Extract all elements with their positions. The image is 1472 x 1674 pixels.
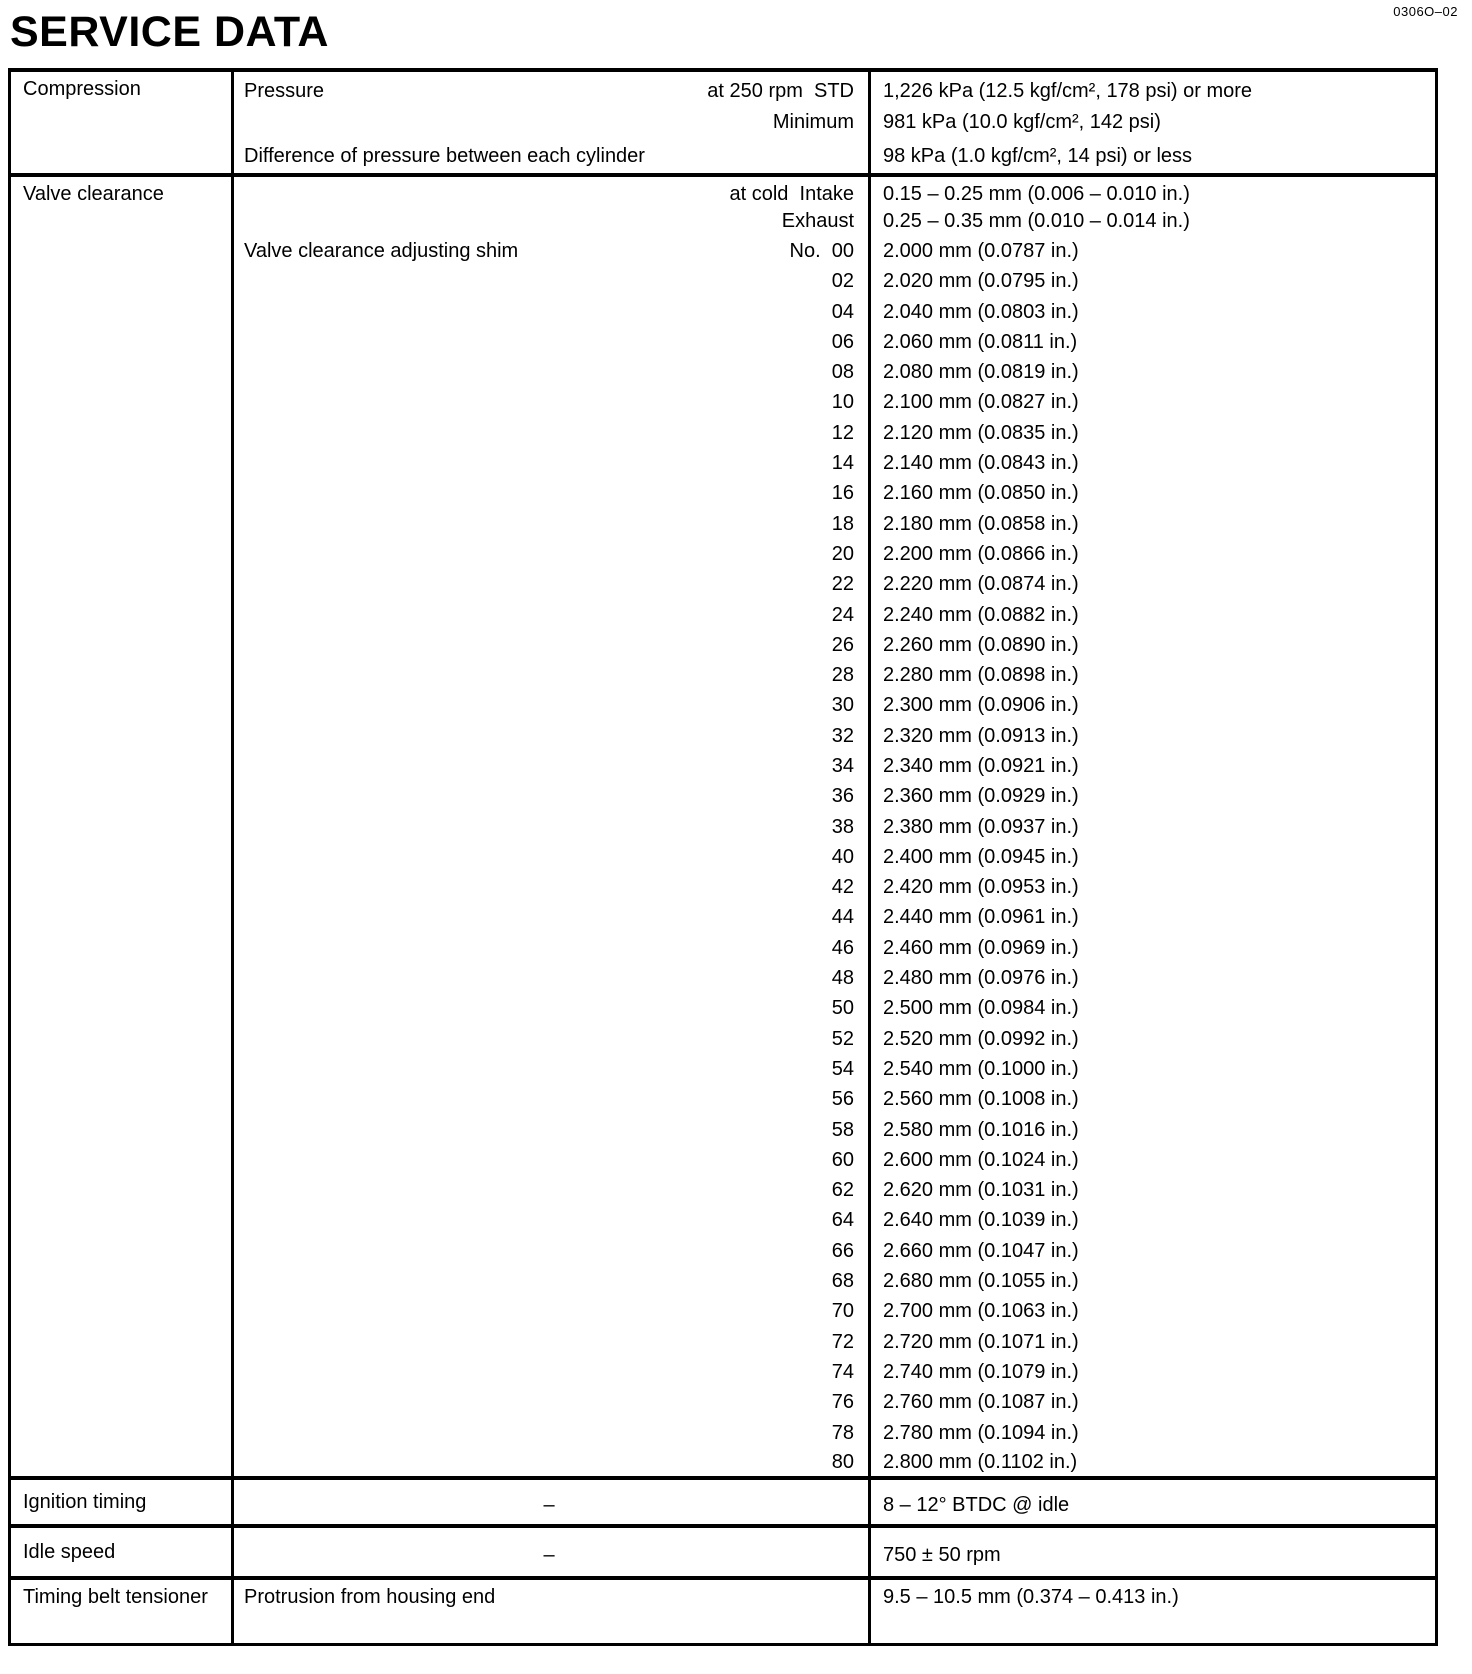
spec-value: 0.15 – 0.25 mm (0.006 – 0.010 in.) [883,183,1190,205]
spec-desc [244,755,854,778]
spec-value: 2.320 mm (0.0913 in.) [883,724,1079,747]
spec-desc-right: at 250 rpm STD [707,80,854,102]
spec-desc-right: No. 00 [789,239,854,262]
spec-value-cell [870,140,1437,175]
spec-desc-cell [233,933,870,963]
spec-desc-cell [233,721,870,751]
spec-value: 2.120 mm (0.0835 in.) [883,421,1079,444]
spec-desc-cell [233,660,870,690]
table-row [10,1526,1437,1578]
section-label-ignition-timing: Ignition timing [10,1478,233,1526]
spec-value: 2.640 mm (0.1039 in.) [883,1209,1079,1232]
table-row [10,175,1437,206]
spec-desc-dash: – [543,1543,555,1566]
spec-desc-cell [233,175,870,206]
spec-value-cell [870,963,1437,993]
spec-desc-right: 24 [831,603,854,626]
spec-desc-cell [233,206,870,236]
spec-desc-right: 06 [831,330,854,353]
spec-value: 2.780 mm (0.1094 in.) [883,1421,1079,1444]
spec-value-cell [870,1297,1437,1327]
spec-value: 2.680 mm (0.1055 in.) [883,1270,1079,1293]
spec-desc [244,331,854,354]
spec-desc-cell [233,140,870,175]
spec-desc [244,997,854,1020]
spec-desc [244,846,854,869]
spec-value-cell [870,1357,1437,1387]
spec-desc [244,1270,854,1293]
spec-desc-right: 40 [831,845,854,868]
spec-value: 9.5 – 10.5 mm (0.374 – 0.413 in.) [883,1586,1179,1609]
spec-value: 2.440 mm (0.0961 in.) [883,906,1079,929]
spec-desc [244,694,854,717]
spec-desc-right: 12 [831,421,854,444]
spec-desc [244,1179,854,1202]
spec-desc-cell [233,1115,870,1145]
spec-desc [244,906,854,929]
spec-desc-cell [233,509,870,539]
spec-desc [244,391,854,414]
spec-desc-right: 02 [831,270,854,293]
spec-value: 2.720 mm (0.1071 in.) [883,1330,1079,1353]
spec-value-cell [870,1578,1437,1644]
spec-desc [244,967,854,990]
spec-value: 2.460 mm (0.0969 in.) [883,936,1079,959]
spec-value: 2.040 mm (0.0803 in.) [883,300,1079,323]
spec-value-cell [870,1115,1437,1145]
spec-value-cell [870,691,1437,721]
spec-desc-cell [233,539,870,569]
spec-value-cell [870,479,1437,509]
spec-desc [244,1451,854,1474]
spec-desc [244,573,854,596]
spec-desc [244,240,854,263]
spec-value: 2.600 mm (0.1024 in.) [883,1148,1079,1171]
spec-desc-cell [233,751,870,781]
spec-desc [244,1149,854,1172]
spec-desc [244,1058,854,1081]
spec-desc-cell [233,630,870,660]
spec-value: 981 kPa (10.0 kgf/cm², 142 psi) [883,111,1161,133]
spec-value: 2.580 mm (0.1016 in.) [883,1118,1079,1141]
spec-value: 2.740 mm (0.1079 in.) [883,1360,1079,1383]
spec-value-cell [870,873,1437,903]
spec-desc-right: 16 [831,482,854,505]
spec-desc [244,270,854,293]
spec-desc-cell [233,479,870,509]
spec-desc-right: 28 [831,664,854,687]
section-label-compression: Compression [10,70,233,175]
spec-value-cell [870,630,1437,660]
spec-desc-cell [233,297,870,327]
spec-value: 2.200 mm (0.0866 in.) [883,542,1079,565]
spec-desc-right: 66 [831,1239,854,1262]
spec-desc [244,1422,854,1445]
spec-desc [244,1028,854,1051]
spec-desc [244,1391,854,1414]
spec-desc [244,422,854,445]
table-row [10,1578,1437,1644]
spec-value: 2.540 mm (0.1000 in.) [883,1057,1079,1080]
spec-desc [244,361,854,384]
spec-value-cell [870,812,1437,842]
spec-desc [244,1300,854,1323]
spec-value-cell [870,751,1437,781]
spec-desc-cell [233,1526,870,1578]
spec-desc-cell [233,1054,870,1084]
spec-desc [244,183,854,206]
spec-desc-right: at cold Intake [729,183,854,205]
spec-desc [244,543,854,566]
spec-desc-cell [233,1085,870,1115]
spec-desc-right: 52 [831,1027,854,1050]
spec-desc-right: 68 [831,1270,854,1293]
spec-desc-cell [233,267,870,297]
spec-desc-cell [233,70,870,105]
spec-desc [244,111,854,134]
spec-value-cell [870,1448,1437,1478]
spec-value-cell [870,1085,1437,1115]
spec-desc-cell [233,418,870,448]
spec-value-cell [870,175,1437,206]
spec-value: 2.800 mm (0.1102 in.) [883,1450,1078,1473]
spec-desc [244,513,854,536]
spec-desc [244,664,854,687]
spec-desc-cell [233,1297,870,1327]
spec-value: 2.660 mm (0.1047 in.) [883,1239,1079,1262]
spec-value-cell [870,267,1437,297]
spec-desc-cell [233,782,870,812]
doc-code: 0306O–02 [1393,4,1458,19]
spec-desc-right: 56 [831,1088,854,1111]
spec-value-cell [870,570,1437,600]
spec-desc-cell [233,105,870,140]
spec-desc-right: Minimum [772,111,854,133]
spec-value: 2.480 mm (0.0976 in.) [883,967,1079,990]
spec-desc-cell [233,1206,870,1236]
spec-desc [244,634,854,657]
spec-desc-right: 74 [831,1360,854,1383]
spec-desc [244,1240,854,1263]
spec-desc-right: 54 [831,1057,854,1080]
spec-value-cell [870,236,1437,266]
spec-desc-dash: – [543,1493,555,1516]
spec-value-cell [870,1054,1437,1084]
spec-value-cell [870,1388,1437,1418]
spec-desc-cell [233,1176,870,1206]
spec-desc [244,80,854,103]
spec-desc-cell [233,1145,870,1175]
spec-desc [244,1586,854,1609]
spec-desc-cell [233,1448,870,1478]
spec-value: 2.300 mm (0.0906 in.) [883,694,1079,717]
spec-value: 2.160 mm (0.0850 in.) [883,482,1079,505]
spec-desc-cell [233,903,870,933]
spec-desc-cell [233,873,870,903]
spec-desc-right: 22 [831,573,854,596]
spec-value-cell [870,70,1437,105]
spec-value-cell [870,1145,1437,1175]
spec-desc-right: 38 [831,815,854,838]
spec-value-cell [870,357,1437,387]
spec-value-cell [870,842,1437,872]
spec-desc-cell [233,1478,870,1526]
spec-value: 2.020 mm (0.0795 in.) [883,270,1079,293]
spec-value-cell [870,660,1437,690]
spec-value-cell [870,297,1437,327]
spec-value: 2.220 mm (0.0874 in.) [883,573,1079,596]
spec-value: 2.280 mm (0.0898 in.) [883,664,1079,687]
spec-desc [244,1331,854,1354]
spec-desc [244,482,854,505]
spec-desc-cell [233,963,870,993]
spec-desc-right: 80 [831,1450,854,1473]
spec-value: 2.180 mm (0.0858 in.) [883,512,1079,535]
spec-value-cell [870,994,1437,1024]
spec-value-cell [870,206,1437,236]
spec-value-cell [870,1024,1437,1054]
spec-value-cell [870,1206,1437,1236]
spec-desc-cell [233,1388,870,1418]
spec-value: 2.000 mm (0.0787 in.) [883,239,1079,262]
spec-desc-right: 60 [831,1148,854,1171]
spec-desc-right: 58 [831,1118,854,1141]
spec-desc-right: 50 [831,997,854,1020]
spec-value: 2.500 mm (0.0984 in.) [883,997,1079,1020]
spec-desc-cell [233,236,870,266]
spec-desc-right: 70 [831,1300,854,1323]
spec-desc-cell [233,1266,870,1296]
spec-value: 2.760 mm (0.1087 in.) [883,1391,1079,1414]
spec-desc-cell [233,1236,870,1266]
spec-desc-cell [233,600,870,630]
spec-desc [244,210,854,233]
spec-desc-left: Protrusion from housing end [244,1586,496,1609]
spec-value-cell [870,327,1437,357]
spec-value-cell [870,1327,1437,1357]
spec-value: 0.25 – 0.35 mm (0.010 – 0.014 in.) [883,209,1190,232]
spec-desc-right: 18 [831,512,854,535]
spec-value-cell [870,105,1437,140]
spec-value: 2.400 mm (0.0945 in.) [883,845,1079,868]
spec-desc-cell [233,691,870,721]
page-title: SERVICE DATA [10,8,329,56]
spec-desc-left: Pressure [244,80,325,102]
spec-desc-right: 78 [831,1421,854,1444]
spec-value: 2.060 mm (0.0811 in.) [883,330,1078,353]
spec-desc [244,876,854,899]
spec-desc [244,301,854,324]
spec-value: 2.700 mm (0.1063 in.) [883,1300,1079,1323]
spec-desc-right: 36 [831,785,854,808]
spec-desc-right: 08 [831,361,854,384]
spec-desc-cell [233,1418,870,1448]
spec-value-cell [870,782,1437,812]
spec-value: 2.080 mm (0.0819 in.) [883,361,1079,384]
spec-desc-right: 48 [831,967,854,990]
spec-desc-right: 76 [831,1391,854,1414]
section-label-valve-clearance: Valve clearance [10,175,233,1478]
spec-desc-cell [233,327,870,357]
spec-desc-right: 62 [831,1179,854,1202]
spec-desc-right: 32 [831,724,854,747]
spec-value: 2.100 mm (0.0827 in.) [883,391,1079,414]
spec-desc-cell [233,1024,870,1054]
spec-value-cell [870,721,1437,751]
spec-value: 2.360 mm (0.0929 in.) [883,785,1079,808]
spec-value: 2.140 mm (0.0843 in.) [883,452,1079,475]
spec-desc-cell [233,1327,870,1357]
spec-desc [244,725,854,748]
spec-value-cell [870,1266,1437,1296]
spec-desc-cell [233,570,870,600]
spec-desc [244,1088,854,1111]
spec-desc-right: 10 [831,391,854,414]
spec-desc [244,1361,854,1384]
spec-value: 2.380 mm (0.0937 in.) [883,815,1079,838]
spec-desc-cell [233,1578,870,1644]
spec-desc-right: 20 [831,542,854,565]
spec-desc [244,785,854,808]
table-row [10,1478,1437,1526]
spec-value-cell [870,1176,1437,1206]
spec-desc-right: 14 [831,452,854,475]
spec-desc-right: 46 [831,936,854,959]
spec-desc-left: Difference of pressure between each cylinder [244,145,645,167]
spec-value-cell [870,1478,1437,1526]
spec-desc-right: 04 [831,300,854,323]
spec-value: 2.240 mm (0.0882 in.) [883,603,1079,626]
spec-desc-right: 30 [831,694,854,717]
section-label-timing-belt-tensioner: Timing belt tensioner [10,1578,233,1644]
spec-value-cell [870,418,1437,448]
spec-desc [244,816,854,839]
spec-value-cell [870,388,1437,418]
spec-value: 2.520 mm (0.0992 in.) [883,1027,1079,1050]
spec-desc-left: Valve clearance adjusting shim [244,239,519,262]
section-label-idle-speed: Idle speed [10,1526,233,1578]
spec-desc-right: 44 [831,906,854,929]
spec-value-cell [870,539,1437,569]
spec-desc-right: 34 [831,754,854,777]
spec-value-cell [870,903,1437,933]
spec-value: 8 – 12° BTDC @ idle [883,1493,1070,1516]
spec-desc [244,452,854,475]
spec-value: 98 kPa (1.0 kgf/cm², 14 psi) or less [883,145,1193,167]
spec-desc [244,1494,854,1517]
spec-value-cell [870,1236,1437,1266]
service-data-table [8,68,1438,1646]
table-row [10,70,1437,105]
spec-desc-cell [233,812,870,842]
spec-desc-cell [233,1357,870,1387]
spec-value-cell [870,448,1437,478]
spec-value: 2.420 mm (0.0953 in.) [883,876,1079,899]
spec-desc-cell [233,448,870,478]
spec-value-cell [870,1526,1437,1578]
spec-desc-right: 42 [831,876,854,899]
spec-desc-cell [233,388,870,418]
spec-desc [244,1119,854,1142]
spec-desc-cell [233,357,870,387]
spec-value-cell [870,509,1437,539]
spec-value: 2.560 mm (0.1008 in.) [883,1088,1079,1111]
spec-value: 2.620 mm (0.1031 in.) [883,1179,1079,1202]
spec-desc [244,604,854,627]
spec-desc [244,145,854,168]
spec-value: 750 ± 50 rpm [883,1543,1001,1566]
spec-value-cell [870,1418,1437,1448]
spec-desc-right: 26 [831,633,854,656]
spec-desc [244,937,854,960]
spec-desc-right: 72 [831,1330,854,1353]
spec-value-cell [870,933,1437,963]
spec-value: 2.260 mm (0.0890 in.) [883,633,1079,656]
spec-desc [244,1544,854,1567]
service-data-table-body [10,70,1437,1644]
spec-value: 2.340 mm (0.0921 in.) [883,754,1079,777]
spec-desc [244,1209,854,1232]
spec-desc-right: 64 [831,1209,854,1232]
spec-desc-cell [233,842,870,872]
spec-value-cell [870,600,1437,630]
spec-desc-cell [233,994,870,1024]
spec-desc-right: Exhaust [781,209,854,232]
spec-value: 1,226 kPa (12.5 kgf/cm², 178 psi) or more [883,80,1253,102]
